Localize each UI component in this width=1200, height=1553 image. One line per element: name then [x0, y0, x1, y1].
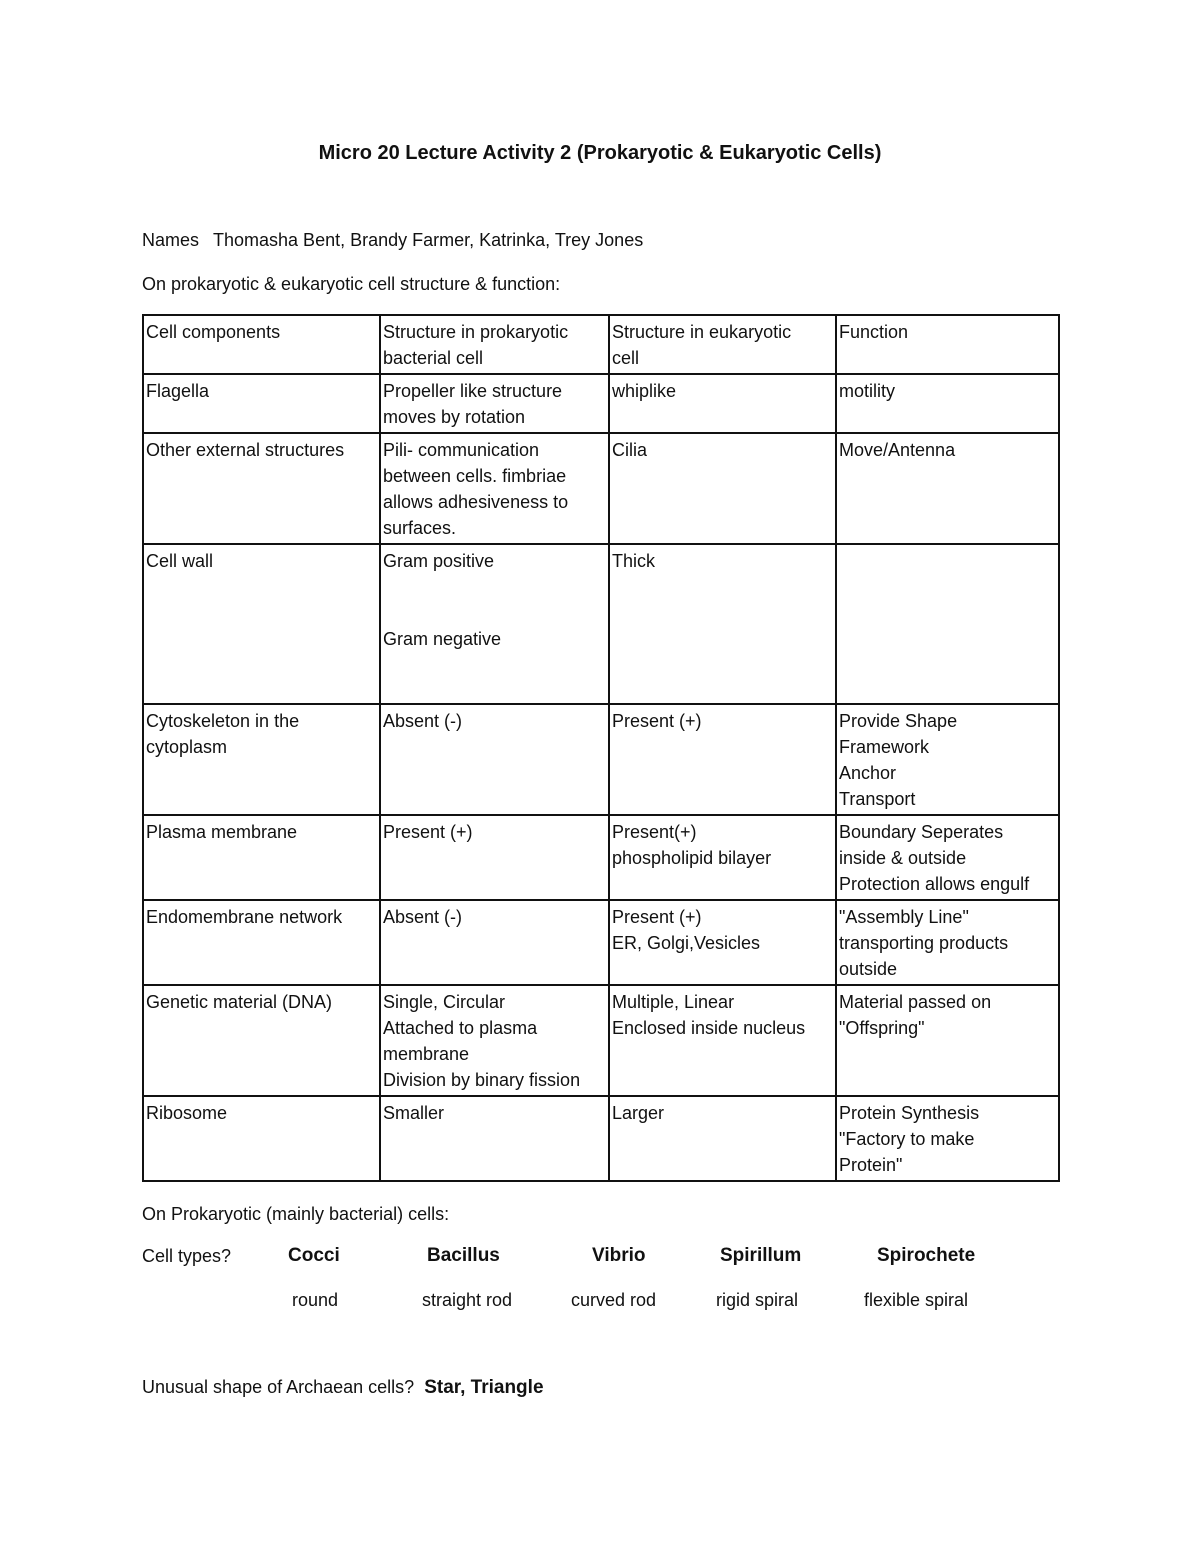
- table-cell: [143, 704, 380, 815]
- table-cell: [836, 985, 1059, 1096]
- cell-text: Single, Circular: [383, 992, 506, 1012]
- cell-type-shape: rigid spiral: [716, 1290, 799, 1310]
- cell-text: bacterial cell: [383, 348, 484, 368]
- table-row: [143, 1096, 1059, 1181]
- table-cell: [380, 900, 609, 985]
- cell-type-name: Cocci: [288, 1245, 340, 1266]
- cell-text: cell: [612, 348, 640, 368]
- cell-type-name: Spirillum: [720, 1245, 802, 1266]
- cell-type-name: Vibrio: [592, 1245, 646, 1266]
- table-row: [143, 433, 1059, 544]
- cell-type-shape: round: [292, 1290, 339, 1310]
- table-header-cell: [836, 315, 1059, 374]
- cell-types-label: Cell types?: [142, 1246, 232, 1266]
- table-row: [143, 544, 1059, 704]
- cell-text: whiplike: [612, 381, 677, 401]
- cell-text: Absent (-): [383, 907, 463, 927]
- archaea-answer: Star, Triangle: [424, 1377, 544, 1398]
- cell-text: cytoplasm: [146, 737, 228, 757]
- archaea-question: Unusual shape of Archaean cells?: [142, 1377, 415, 1397]
- cell-text: Thick: [612, 551, 656, 571]
- cell-text: Move/Antenna: [839, 440, 956, 460]
- table-cell: [609, 433, 836, 544]
- table-cell: [609, 985, 836, 1096]
- cell-text: Boundary Seperates: [839, 822, 1004, 842]
- table-cell: [380, 704, 609, 815]
- table-row: [143, 985, 1059, 1096]
- table-cell: [143, 900, 380, 985]
- cell-type-name: Bacillus: [427, 1245, 500, 1266]
- cell-text: Cell components: [146, 322, 281, 342]
- table-cell: [609, 1096, 836, 1181]
- table-cell: [143, 1096, 380, 1181]
- cell-type-name: Spirochete: [877, 1245, 976, 1266]
- cell-text: Gram negative: [383, 629, 502, 649]
- table-cell: [380, 1096, 609, 1181]
- table-cell: [380, 815, 609, 900]
- cell-text: Structure in eukaryotic: [612, 322, 792, 342]
- cell-text: Division by binary fission: [383, 1070, 581, 1090]
- cell-text: Genetic material (DNA): [146, 992, 333, 1012]
- table-cell: [143, 433, 380, 544]
- cell-text: Framework: [839, 737, 930, 757]
- cell-text: Present (+): [612, 711, 702, 731]
- cell-text: "Assembly Line": [839, 907, 969, 927]
- table-row: [143, 815, 1059, 900]
- table-cell: [836, 433, 1059, 544]
- cell-text: Present (+): [612, 907, 702, 927]
- table-cell: [609, 704, 836, 815]
- table-cell: [380, 374, 609, 433]
- table-header-row: [143, 315, 1059, 374]
- cell-text: between cells. fimbriae: [383, 466, 567, 486]
- cell-text: motility: [839, 381, 896, 401]
- table-cell: [836, 374, 1059, 433]
- cell-text: outside: [839, 959, 898, 979]
- cell-text: membrane: [383, 1044, 470, 1064]
- table-cell: [143, 985, 380, 1096]
- table-header-cell: [609, 315, 836, 374]
- cell-type-shape: flexible spiral: [864, 1290, 969, 1310]
- table-cell: [380, 985, 609, 1096]
- table-cell: [609, 900, 836, 985]
- cell-text: Present (+): [383, 822, 473, 842]
- cell-text: Protein Synthesis: [839, 1103, 980, 1123]
- cell-text: Structure in prokaryotic: [383, 322, 569, 342]
- cell-text: Absent (-): [383, 711, 463, 731]
- cell-text: Propeller like structure: [383, 381, 563, 401]
- cell-text: transporting products: [839, 933, 1009, 953]
- table-intro: On prokaryotic & eukaryotic cell structure & function:: [142, 274, 561, 294]
- table-cell: [836, 704, 1059, 815]
- cell-text: moves by rotation: [383, 407, 526, 427]
- table-cell: [143, 374, 380, 433]
- cell-text: Other external structures: [146, 440, 345, 460]
- table-cell: [380, 433, 609, 544]
- table-cell: [143, 544, 380, 704]
- cell-text: inside & outside: [839, 848, 967, 868]
- table-cell: [836, 900, 1059, 985]
- table-row: [143, 704, 1059, 815]
- table-cell: [609, 815, 836, 900]
- table-cell: [143, 815, 380, 900]
- cell-text: "Factory to make: [839, 1129, 975, 1149]
- cell-text: Enclosed inside nucleus: [612, 1018, 806, 1038]
- cell-text: Cilia: [612, 440, 648, 460]
- cell-text: Material passed on: [839, 992, 992, 1012]
- names-label: Names: [142, 230, 200, 250]
- prokaryotic-heading: On Prokaryotic (mainly bacterial) cells:: [142, 1204, 450, 1224]
- cell-text: surfaces.: [383, 518, 457, 538]
- cell-text: Pili- communication: [383, 440, 540, 460]
- cell-text: Ribosome: [146, 1103, 228, 1123]
- cell-text: Smaller: [383, 1103, 445, 1123]
- cell-text: Flagella: [146, 381, 210, 401]
- table-cell: [609, 374, 836, 433]
- table-header-cell: [380, 315, 609, 374]
- cell-type-shape: curved rod: [571, 1290, 657, 1310]
- table-header-cell: [143, 315, 380, 374]
- cell-text: Cell wall: [146, 551, 214, 571]
- table-row: [143, 900, 1059, 985]
- table-cell: [836, 1096, 1059, 1181]
- cell-text: Attached to plasma: [383, 1018, 538, 1038]
- cell-text: Function: [839, 322, 909, 342]
- archaea-line: [142, 1377, 544, 1399]
- table-cell: [380, 544, 609, 704]
- cell-text: Cytoskeleton in the: [146, 711, 300, 731]
- cell-text: Protection allows engulf: [839, 874, 1030, 894]
- cell-text: Anchor: [839, 763, 897, 783]
- cell-text: ER, Golgi,Vesicles: [612, 933, 761, 953]
- table-cell: [609, 544, 836, 704]
- cell-text: phospholipid bilayer: [612, 848, 772, 868]
- names-value: Thomasha Bent, Brandy Farmer, Katrinka, Trey Jones: [213, 230, 644, 250]
- cell-text: Protein": [839, 1155, 903, 1175]
- cell-text: Provide Shape: [839, 711, 958, 731]
- cell-structure-table: [142, 314, 1060, 1182]
- cell-text: allows adhesiveness to: [383, 492, 569, 512]
- table-row: [143, 374, 1059, 433]
- cell-type-shape: straight rod: [422, 1290, 513, 1310]
- cell-text: Transport: [839, 789, 916, 809]
- table-cell: [836, 815, 1059, 900]
- cell-text: "Offspring": [839, 1018, 925, 1038]
- table-cell: [836, 544, 1059, 704]
- cell-text: Larger: [612, 1103, 665, 1123]
- cell-text: Multiple, Linear: [612, 992, 735, 1012]
- cell-text: Present(+): [612, 822, 697, 842]
- cell-text: Gram positive: [383, 551, 495, 571]
- page-title: Micro 20 Lecture Activity 2 (Prokaryotic & Eukaryotic Cells): [318, 142, 882, 164]
- cell-text: Plasma membrane: [146, 822, 298, 842]
- names-line: [142, 230, 643, 251]
- cell-text: Endomembrane network: [146, 907, 343, 927]
